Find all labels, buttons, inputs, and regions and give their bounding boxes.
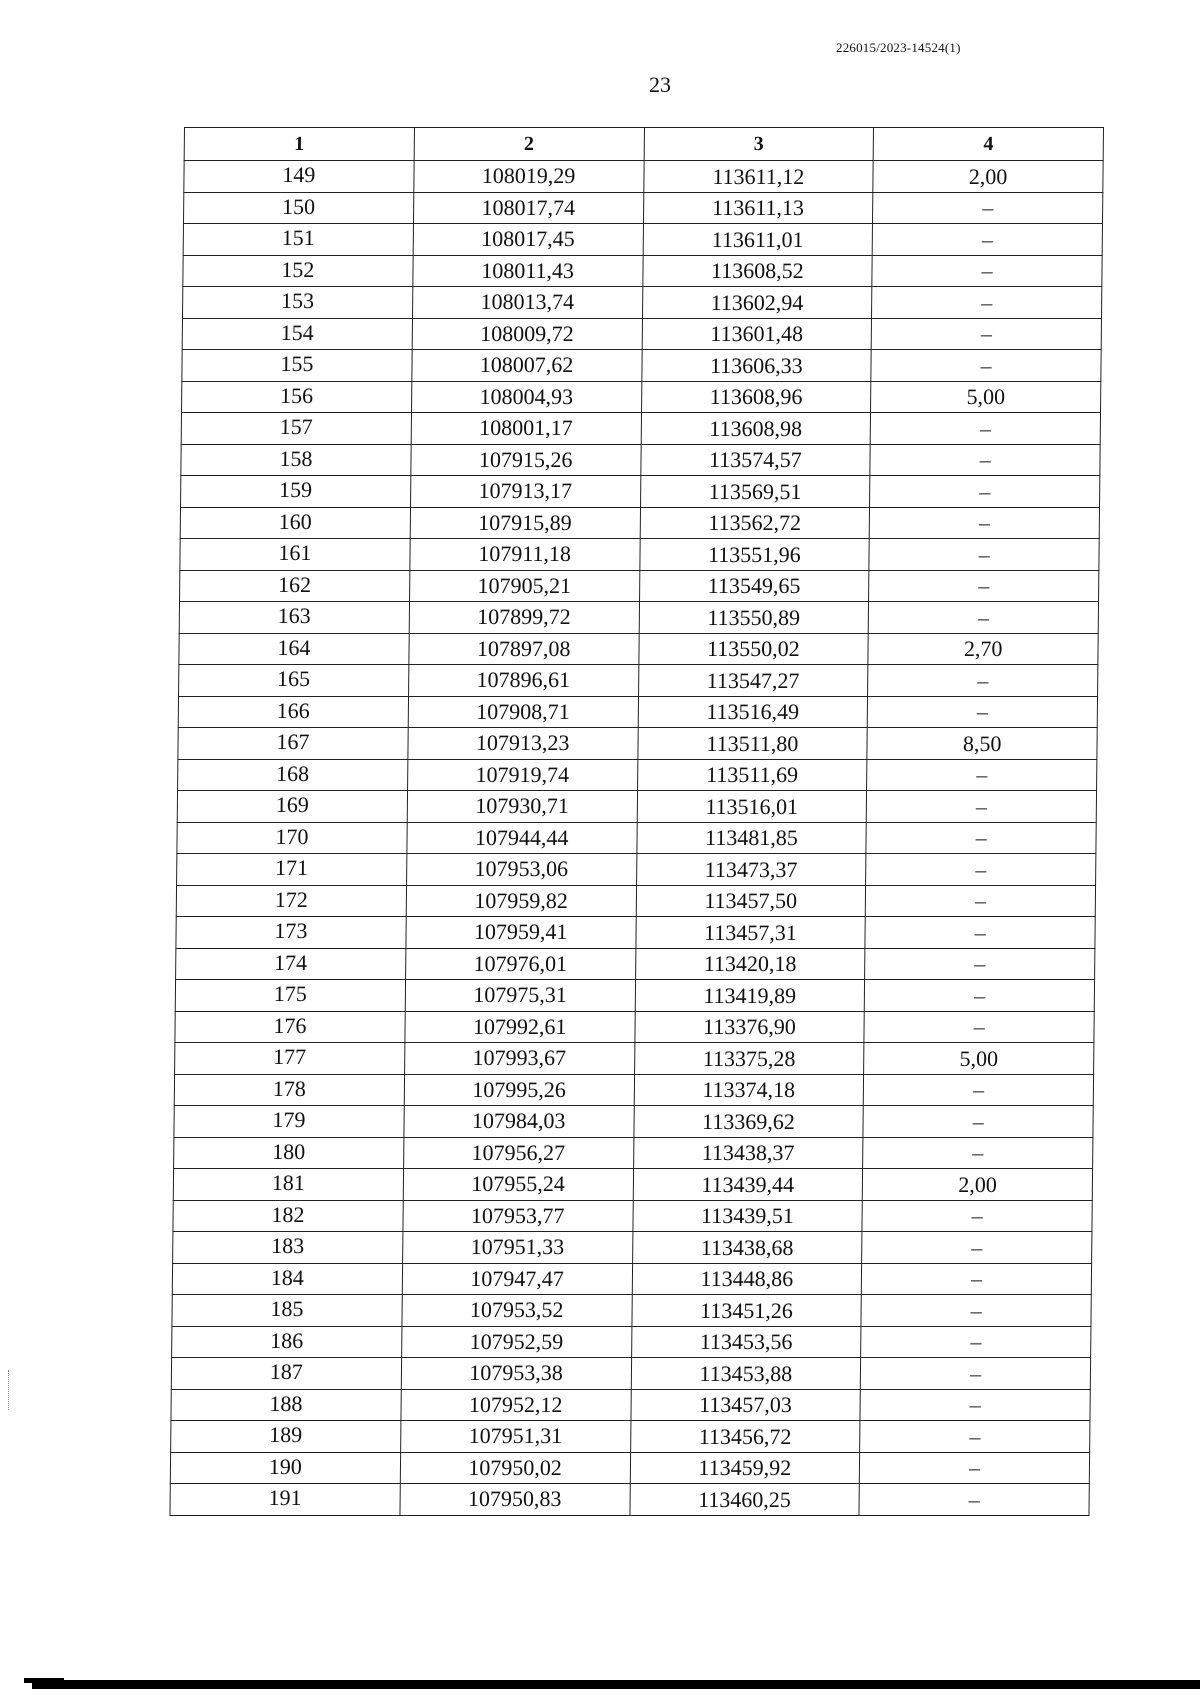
table-cell-col3: 113611,01: [643, 224, 873, 256]
table-cell-col4: –: [859, 1484, 1089, 1516]
table-cell-col2: 107993,67: [404, 1043, 634, 1075]
table-cell-col2: 107908,71: [408, 696, 638, 728]
table-cell-col2: 107911,18: [410, 539, 640, 571]
table-cell-col2: 107956,27: [403, 1137, 633, 1169]
table-cell-col2: 107953,06: [406, 854, 636, 886]
margin-marks: [8, 1370, 13, 1410]
table-cell-col3: 113438,37: [633, 1137, 863, 1169]
table-cell-col3: 113457,31: [635, 917, 865, 949]
table-cell-col2: 107959,41: [406, 917, 636, 949]
table-row: [179, 633, 1098, 665]
table-cell-col1: 164: [179, 633, 409, 665]
table-cell-col3: 113549,65: [639, 570, 869, 602]
table-row: [180, 570, 1099, 602]
table-row: [170, 1484, 1089, 1516]
table-cell-col4: –: [864, 1011, 1094, 1043]
table-row: [179, 665, 1098, 697]
table-cell-col1: 178: [174, 1074, 404, 1106]
table-cell-col4: –: [872, 255, 1102, 287]
table-row: [177, 854, 1096, 886]
table-cell-col2: 107950,83: [400, 1484, 630, 1516]
table-row: [176, 948, 1095, 980]
table-cell-col2: 108013,74: [412, 287, 642, 319]
table-cell-col3: 113574,57: [640, 444, 870, 476]
table-cell-col4: –: [866, 854, 1096, 886]
table-cell-col2: 107992,61: [405, 1011, 635, 1043]
table-cell-col2: 107944,44: [407, 822, 637, 854]
table-cell-col4: –: [863, 1137, 1093, 1169]
table-cell-col1: 156: [182, 381, 412, 413]
table-cell-col2: 107952,12: [401, 1389, 631, 1421]
table-cell-col1: 181: [173, 1169, 403, 1201]
table-cell-col1: 187: [171, 1358, 401, 1390]
table-row: [182, 287, 1101, 319]
table-row: [172, 1326, 1091, 1358]
table-cell-col3: 113375,28: [634, 1043, 864, 1075]
table-cell-col2: 107897,08: [409, 633, 639, 665]
table-row: [171, 1389, 1090, 1421]
table-cell-col3: 113516,01: [637, 791, 867, 823]
table-cell-col2: 108001,17: [411, 413, 641, 445]
table-cell-col1: 153: [182, 287, 412, 319]
table-cell-col4: –: [861, 1358, 1091, 1390]
table-row: [172, 1263, 1091, 1295]
table-cell-col1: 184: [172, 1263, 402, 1295]
table-cell-col4: –: [871, 318, 1101, 350]
table-row: [171, 1421, 1090, 1453]
table-cell-col4: 5,00: [864, 1043, 1094, 1075]
table-cell-col1: 176: [175, 1011, 405, 1043]
table-cell-col1: 177: [175, 1043, 405, 1075]
table-cell-col3: 113448,86: [632, 1263, 862, 1295]
table-row: [172, 1295, 1091, 1327]
table-cell-col2: 107905,21: [409, 570, 639, 602]
table-cell-col2: 107919,74: [407, 759, 637, 791]
table-cell-col1: 190: [170, 1452, 400, 1484]
table-cell-col4: 2,00: [863, 1169, 1093, 1201]
table-cell-col2: 107899,72: [409, 602, 639, 634]
table-cell-col1: 151: [183, 224, 413, 256]
table-cell-col2: 107951,33: [402, 1232, 632, 1264]
table-row: [175, 1043, 1094, 1075]
table-cell-col1: 166: [178, 696, 408, 728]
table-cell-col3: 113608,98: [641, 413, 871, 445]
column-header-1: 1: [184, 128, 414, 161]
table-row: [178, 759, 1097, 791]
table-cell-col4: –: [866, 822, 1096, 854]
table-cell-col3: 113569,51: [640, 476, 870, 508]
table-row: [170, 1452, 1089, 1484]
table-cell-col4: –: [860, 1421, 1090, 1453]
table-cell-col2: 107984,03: [404, 1106, 634, 1138]
table-cell-col3: 113551,96: [639, 539, 869, 571]
table-cell-col4: –: [868, 602, 1098, 634]
column-header-3: 3: [644, 128, 874, 161]
table-cell-col1: 191: [170, 1484, 400, 1516]
table-cell-col3: 113451,26: [631, 1295, 861, 1327]
table-cell-col1: 155: [182, 350, 412, 382]
table-header: [184, 128, 1103, 161]
table-row: [173, 1232, 1092, 1264]
table-cell-col4: –: [861, 1295, 1091, 1327]
table-cell-col1: 185: [172, 1295, 402, 1327]
table-row: [175, 980, 1094, 1012]
table-cell-col2: 108017,45: [413, 224, 643, 256]
table-cell-col2: 107913,23: [408, 728, 638, 760]
table-cell-col4: –: [869, 539, 1099, 571]
table-cell-col3: 113457,03: [630, 1389, 860, 1421]
table-cell-col3: 113473,37: [636, 854, 866, 886]
table-cell-col2: 107915,26: [411, 444, 641, 476]
table-cell-col3: 113419,89: [635, 980, 865, 1012]
table-cell-col1: 189: [171, 1421, 401, 1453]
table-cell-col4: –: [862, 1263, 1092, 1295]
table-row: [177, 822, 1096, 854]
table-cell-col2: 108017,74: [413, 192, 643, 224]
table-cell-col1: 161: [180, 539, 410, 571]
table-cell-col1: 168: [178, 759, 408, 791]
table-cell-col4: –: [860, 1452, 1090, 1484]
table-cell-col1: 152: [183, 255, 413, 287]
table-cell-col3: 113550,89: [639, 602, 869, 634]
table-cell-col4: –: [865, 917, 1095, 949]
table-cell-col2: 107950,02: [400, 1452, 630, 1484]
document-id: 226015/2023-14524(1): [836, 40, 961, 55]
table-cell-col3: 113608,96: [641, 381, 871, 413]
table-row: [183, 192, 1102, 224]
table-cell-col2: 107930,71: [407, 791, 637, 823]
table-cell-col1: 180: [174, 1137, 404, 1169]
table-cell-col2: 107959,82: [406, 885, 636, 917]
table-cell-col1: 174: [176, 948, 406, 980]
table-row: [181, 476, 1100, 508]
coordinates-table: [169, 127, 1104, 1516]
table-cell-col3: 113608,52: [642, 255, 872, 287]
table-cell-col3: 113439,44: [633, 1169, 863, 1201]
table-cell-col4: –: [872, 224, 1102, 256]
table-cell-col4: –: [865, 948, 1095, 980]
table-row: [174, 1137, 1093, 1169]
table-cell-col3: 113547,27: [638, 665, 868, 697]
table-cell-col4: –: [870, 444, 1100, 476]
table-cell-col4: –: [862, 1232, 1092, 1264]
table-cell-col1: 170: [177, 822, 407, 854]
table-cell-col3: 113369,62: [633, 1106, 863, 1138]
column-header-4: 4: [873, 128, 1103, 161]
table-cell-col3: 113438,68: [632, 1232, 862, 1264]
scan-bottom-edge: [32, 1680, 1200, 1689]
table-cell-col2: 108009,72: [412, 318, 642, 350]
column-header-2: 2: [414, 128, 644, 161]
table-cell-col4: –: [862, 1200, 1092, 1232]
table-cell-col4: –: [860, 1389, 1090, 1421]
table-cell-col2: 107947,47: [402, 1263, 632, 1295]
table-cell-col2: 107951,31: [400, 1421, 630, 1453]
table-cell-col3: 113460,25: [629, 1484, 859, 1516]
table-cell-col4: –: [867, 759, 1097, 791]
table-row: [181, 444, 1100, 476]
table-row: [175, 1011, 1094, 1043]
table-cell-col3: 113456,72: [630, 1421, 860, 1453]
table-cell-col1: 182: [173, 1200, 403, 1232]
table-cell-col1: 172: [176, 885, 406, 917]
table-row: [180, 539, 1099, 571]
table-cell-col1: 169: [177, 791, 407, 823]
table-row: [179, 602, 1098, 634]
table-cell-col1: 158: [181, 444, 411, 476]
table-cell-col4: –: [869, 507, 1099, 539]
table-cell-col4: –: [863, 1106, 1093, 1138]
table-cell-col4: –: [870, 476, 1100, 508]
table-cell-col3: 113606,33: [641, 350, 871, 382]
table-cell-col2: 107976,01: [405, 948, 635, 980]
table-cell-col1: 188: [171, 1389, 401, 1421]
table-cell-col2: 107896,61: [408, 665, 638, 697]
table-cell-col1: 157: [181, 413, 411, 445]
table-cell-col1: 167: [178, 728, 408, 760]
table-cell-col3: 113481,85: [636, 822, 866, 854]
table-row: [174, 1106, 1093, 1138]
table-row: [178, 696, 1097, 728]
table-cell-col3: 113550,02: [638, 633, 868, 665]
table-cell-col1: 160: [180, 507, 410, 539]
table-cell-col4: –: [861, 1326, 1091, 1358]
table-cell-col1: 179: [174, 1106, 404, 1138]
table-row: [177, 791, 1096, 823]
table-cell-col3: 113562,72: [640, 507, 870, 539]
table-row: [181, 413, 1100, 445]
table-row: [184, 161, 1103, 193]
table-cell-col1: 175: [175, 980, 405, 1012]
table-row: [173, 1169, 1092, 1201]
table-cell-col3: 113376,90: [634, 1011, 864, 1043]
table-row: [178, 728, 1097, 760]
table-cell-col2: 107952,59: [401, 1326, 631, 1358]
table-cell-col2: 108004,93: [411, 381, 641, 413]
table-cell-col2: 107913,17: [410, 476, 640, 508]
table-cell-col4: 2,70: [868, 633, 1098, 665]
table-body: [170, 161, 1103, 1516]
table-cell-col2: 108007,62: [412, 350, 642, 382]
table-cell-col1: 173: [176, 917, 406, 949]
table-cell-col4: –: [871, 350, 1101, 382]
table-cell-col4: –: [864, 980, 1094, 1012]
table-cell-col1: 186: [172, 1326, 402, 1358]
table-cell-col1: 165: [179, 665, 409, 697]
table-row: [182, 381, 1101, 413]
table-cell-col3: 113601,48: [642, 318, 872, 350]
table-cell-col4: –: [869, 570, 1099, 602]
table-cell-col2: 108011,43: [413, 255, 643, 287]
table-cell-col2: 107995,26: [404, 1074, 634, 1106]
table-row: [176, 885, 1095, 917]
table-row: [173, 1200, 1092, 1232]
table-cell-col3: 113459,92: [630, 1452, 860, 1484]
table-cell-col1: 159: [181, 476, 411, 508]
table-header-row: [184, 128, 1103, 161]
table-cell-col1: 183: [173, 1232, 403, 1264]
table-cell-col2: 107915,89: [410, 507, 640, 539]
table-row: [176, 917, 1095, 949]
table-cell-col3: 113374,18: [634, 1074, 864, 1106]
table-cell-col2: 108019,29: [414, 161, 644, 193]
table-cell-col1: 171: [177, 854, 407, 886]
table-cell-col1: 154: [182, 318, 412, 350]
table-cell-col4: 8,50: [867, 728, 1097, 760]
table-row: [183, 255, 1102, 287]
table-row: [182, 350, 1101, 382]
table-cell-col2: 107953,77: [403, 1200, 633, 1232]
table-row: [180, 507, 1099, 539]
table-cell-col3: 113439,51: [632, 1200, 862, 1232]
table-row: [174, 1074, 1093, 1106]
table-cell-col1: 163: [179, 602, 409, 634]
table-cell-col3: 113611,12: [643, 161, 873, 193]
table-cell-col3: 113453,88: [631, 1358, 861, 1390]
table-cell-col3: 113611,13: [643, 192, 873, 224]
table-cell-col1: 149: [184, 161, 414, 193]
table-cell-col4: –: [867, 696, 1097, 728]
table-cell-col3: 113511,80: [637, 728, 867, 760]
table-cell-col3: 113457,50: [636, 885, 866, 917]
table-cell-col4: –: [864, 1074, 1094, 1106]
table-cell-col3: 113516,49: [638, 696, 868, 728]
table-cell-col1: 150: [183, 192, 413, 224]
table-cell-col2: 107953,52: [402, 1295, 632, 1327]
table-row: [171, 1358, 1090, 1390]
table-cell-col4: –: [865, 885, 1095, 917]
table-row: [182, 318, 1101, 350]
table-cell-col2: 107975,31: [405, 980, 635, 1012]
table-cell-col3: 113602,94: [642, 287, 872, 319]
table-cell-col2: 107955,24: [403, 1169, 633, 1201]
table-cell-col4: –: [873, 192, 1103, 224]
table-cell-col3: 113420,18: [635, 948, 865, 980]
table-cell-col4: –: [870, 413, 1100, 445]
table-cell-col4: 2,00: [873, 161, 1103, 193]
table-cell-col4: –: [868, 665, 1098, 697]
table-cell-col1: 162: [180, 570, 410, 602]
table-row: [183, 224, 1102, 256]
table-cell-col4: –: [872, 287, 1102, 319]
table-cell-col3: 113511,69: [637, 759, 867, 791]
table-cell-col4: 5,00: [871, 381, 1101, 413]
table-cell-col4: –: [866, 791, 1096, 823]
table-cell-col3: 113453,56: [631, 1326, 861, 1358]
table-cell-col2: 107953,38: [401, 1358, 631, 1390]
page-number: 23: [649, 72, 671, 97]
